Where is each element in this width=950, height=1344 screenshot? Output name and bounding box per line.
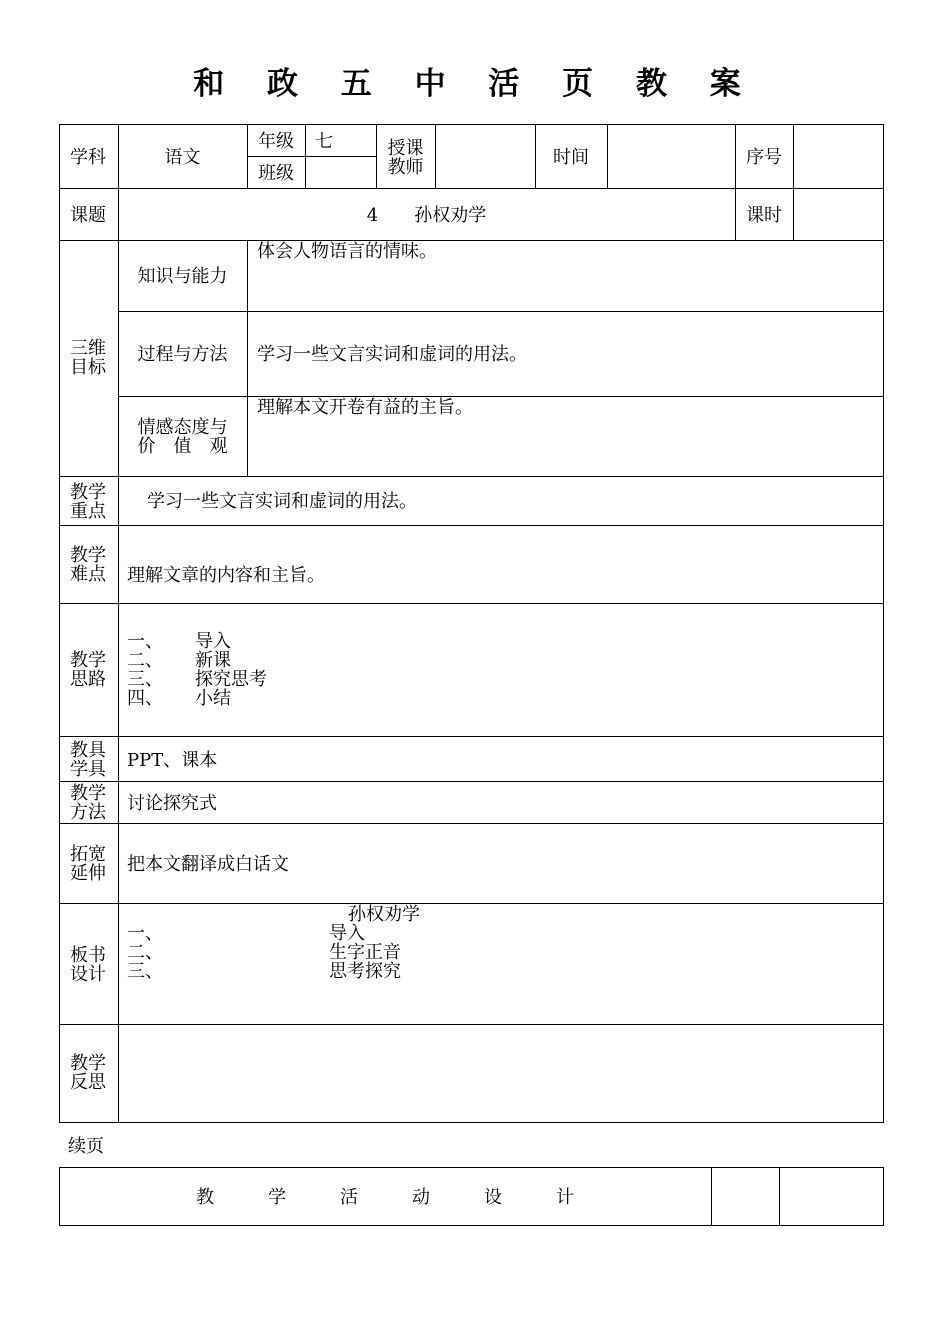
objective-attitude-label-line1: 情感态度与 <box>137 417 228 438</box>
board-item-num: 二、 <box>127 942 163 963</box>
approach-item-text: 导入 <box>195 631 231 652</box>
subject-label: 学科 <box>70 147 106 168</box>
board-heading: 孙权劝学 <box>348 904 420 925</box>
reflection-label-line2: 反思 <box>70 1072 106 1093</box>
subject-value: 语文 <box>164 147 201 168</box>
approach-item-num: 一、 <box>127 631 163 652</box>
approach-item-text: 小结 <box>195 688 231 709</box>
board-label-line2: 设计 <box>70 964 106 985</box>
objective-process-text: 学习一些文言实词和虚词的用法。 <box>257 344 527 365</box>
objectives-label-line2: 目标 <box>70 357 106 378</box>
approach-label-line1: 教学 <box>70 650 106 671</box>
objective-attitude-label-line2: 价 值 观 <box>137 436 228 457</box>
board-item-num: 一、 <box>127 923 163 944</box>
objectives-label-line1: 三维 <box>70 338 106 359</box>
design-header: 教 学 活 动 设 计 <box>196 1187 574 1208</box>
approach-label-line2: 思路 <box>70 669 106 690</box>
topic-value: 4 孙权劝学 <box>366 205 487 226</box>
difficulties-label-line2: 难点 <box>70 564 106 585</box>
tools-text: PPT、课本 <box>127 750 218 771</box>
tools-label-line1: 教具 <box>70 740 106 761</box>
reflection-label-line1: 教学 <box>70 1053 106 1074</box>
time-label: 时间 <box>553 147 589 168</box>
board-item-num: 三、 <box>127 961 163 982</box>
tools-label-line2: 学具 <box>70 759 106 780</box>
seq-label: 序号 <box>746 147 782 168</box>
continuation-label: 续页 <box>68 1136 104 1157</box>
teacher-label-line2: 教师 <box>387 157 424 178</box>
approach-item-num: 二、 <box>127 650 163 671</box>
teacher-label-line1: 授课 <box>387 138 424 159</box>
grade-value: 七 <box>315 131 333 152</box>
approach-item-text: 新课 <box>195 650 231 671</box>
key-points-label-line1: 教学 <box>70 482 106 503</box>
objective-attitude-text: 理解本文开卷有益的主旨。 <box>257 397 473 418</box>
class-label: 班级 <box>258 163 294 184</box>
method-label-line1: 教学 <box>70 783 106 804</box>
method-label-line2: 方法 <box>70 802 106 823</box>
key-points-text: 学习一些文言实词和虚词的用法。 <box>147 491 417 512</box>
objective-knowledge-label: 知识与能力 <box>137 266 228 287</box>
board-item-text: 导入 <box>329 923 365 944</box>
topic-label: 课题 <box>70 205 106 226</box>
method-text: 讨论探究式 <box>127 793 217 814</box>
approach-item-num: 四、 <box>127 688 163 709</box>
extension-text: 把本文翻译成白话文 <box>127 854 289 875</box>
objective-process-label: 过程与方法 <box>137 344 228 365</box>
difficulties-label-line1: 教学 <box>70 545 106 566</box>
key-points-label-line2: 重点 <box>70 501 106 522</box>
board-label-line1: 板书 <box>70 945 106 966</box>
page-title: 和 政 五 中 活 页 教 案 <box>193 66 757 102</box>
board-item-text: 生字正音 <box>329 942 401 963</box>
extension-label-line2: 延伸 <box>70 863 106 884</box>
approach-item-text: 探究思考 <box>195 669 267 690</box>
approach-item-num: 三、 <box>127 669 163 690</box>
board-item-text: 思考探究 <box>329 961 401 982</box>
extension-label-line1: 拓宽 <box>70 844 106 865</box>
difficulties-text: 理解文章的内容和主旨。 <box>127 565 325 586</box>
objective-knowledge-text: 体会人物语言的情味。 <box>257 241 437 262</box>
grade-label: 年级 <box>258 131 294 152</box>
period-label: 课时 <box>746 205 782 226</box>
